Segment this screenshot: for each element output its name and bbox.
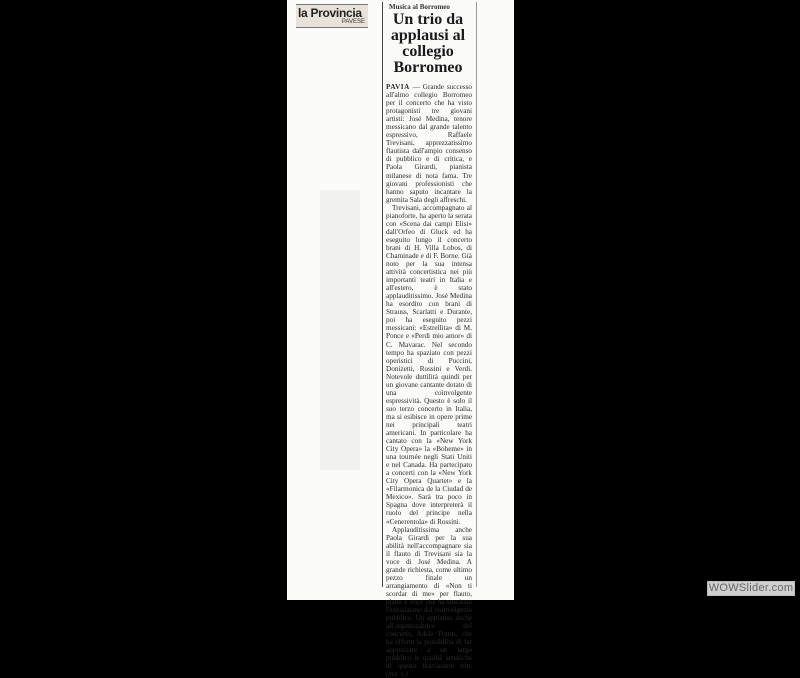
newspaper-name: la Provincia — [298, 6, 362, 20]
article-headline: Un trio da applausi al collegio Borromeo — [390, 11, 466, 76]
column-rule-left — [382, 2, 383, 587]
article-paragraph-1 — [386, 83, 472, 204]
article-dateline: PAVIA — [386, 83, 410, 91]
article-body — [386, 83, 472, 678]
article-kicker: Musica al Borromeo — [389, 3, 450, 11]
article-paragraph-1-text: — Grande successo all'almo collegio Borromeo per il concerto che ha visto protagonisti tre giovani artisti: José Medina, tenore messicano dal grande talento espressivo, Raffaele Trevisani, apprezzatissimo flautista dall'ampio consenso di pubblico e di critica, e Paola Girardi, pianista milanese di nota fama. Tre giovani professionisti che hanno saputo incantare la gremita Sala degli affreschi. — [386, 83, 472, 204]
paper-shading — [320, 190, 360, 470]
article-paragraph-2: Trevisani, accompagnato al pianoforte, ha aperto la serata con «Scena dai campi Elisi» dall'Orfeo di Gluck ed ha eseguito lungo il concerto brani di H. Villa Lobos, di Chaminade e di F. Borne. Già noto per la sua intensa attività concertistica nei più importanti teatri in Italia e all'estero, è stato applauditissimo. José Medina ha esordito con brani di Strauss, Scarlatti e Durante, poi ha eseguito pezzi messicani: «Estrellita» di M. Ponce e «Perdi mio amor» di C. Mavarac. Nel secondo tempo ha spaziato con pezzi operistici di Puccini, Donizetti, Rossini e Verdi. Notevole duttilità quindi per un giovane cantante dotato di una coinvolgente espressività. Questo è solo il suo terzo concerto in Italia, ma si esibisce in opere prime nei principali teatri americani. In particolare ha cantato con la «New York City Opera» la «Boheme» in una tournée negli Stati Uniti e nel Canada. Ha partecipato a concerti con la «New York City Opera Quartet» e la «Filarmonica de la Ciudad de Mexico». Sarà tra poco in Spagna dove interpreterà il ruolo del principe nella «Cenerentola» di Rossini. — [386, 203, 472, 526]
newspaper-logo — [296, 4, 368, 28]
column-rule-right — [476, 2, 477, 587]
article-paragraph-3 — [386, 526, 472, 678]
article-signature: (mo. s.) — [386, 670, 408, 678]
article-paragraph-3-text: Applauditissima anche Paola Girardi per la sua abilità nell'accompagnare sia il flauto di Trevisani sia la voce di José Medina. A grande richiesta, come ultimo pezzo finale un arrangiamento di «Non ti scordar di me» per flauto, piano e voce che ha suscitato l'entusiasmo del coinvolgente pubblico. Un applauso anche all'organizzatrice del concerto, Adele Fratus, che ha offerto la possibilità di far apprezzare a un largo pubblico le qualità artistiche di questo bravissimo trio. — [386, 525, 472, 671]
newspaper-edition: PAVESE — [341, 19, 365, 25]
watermark-link[interactable]: WOWSlider.com — [708, 582, 794, 594]
